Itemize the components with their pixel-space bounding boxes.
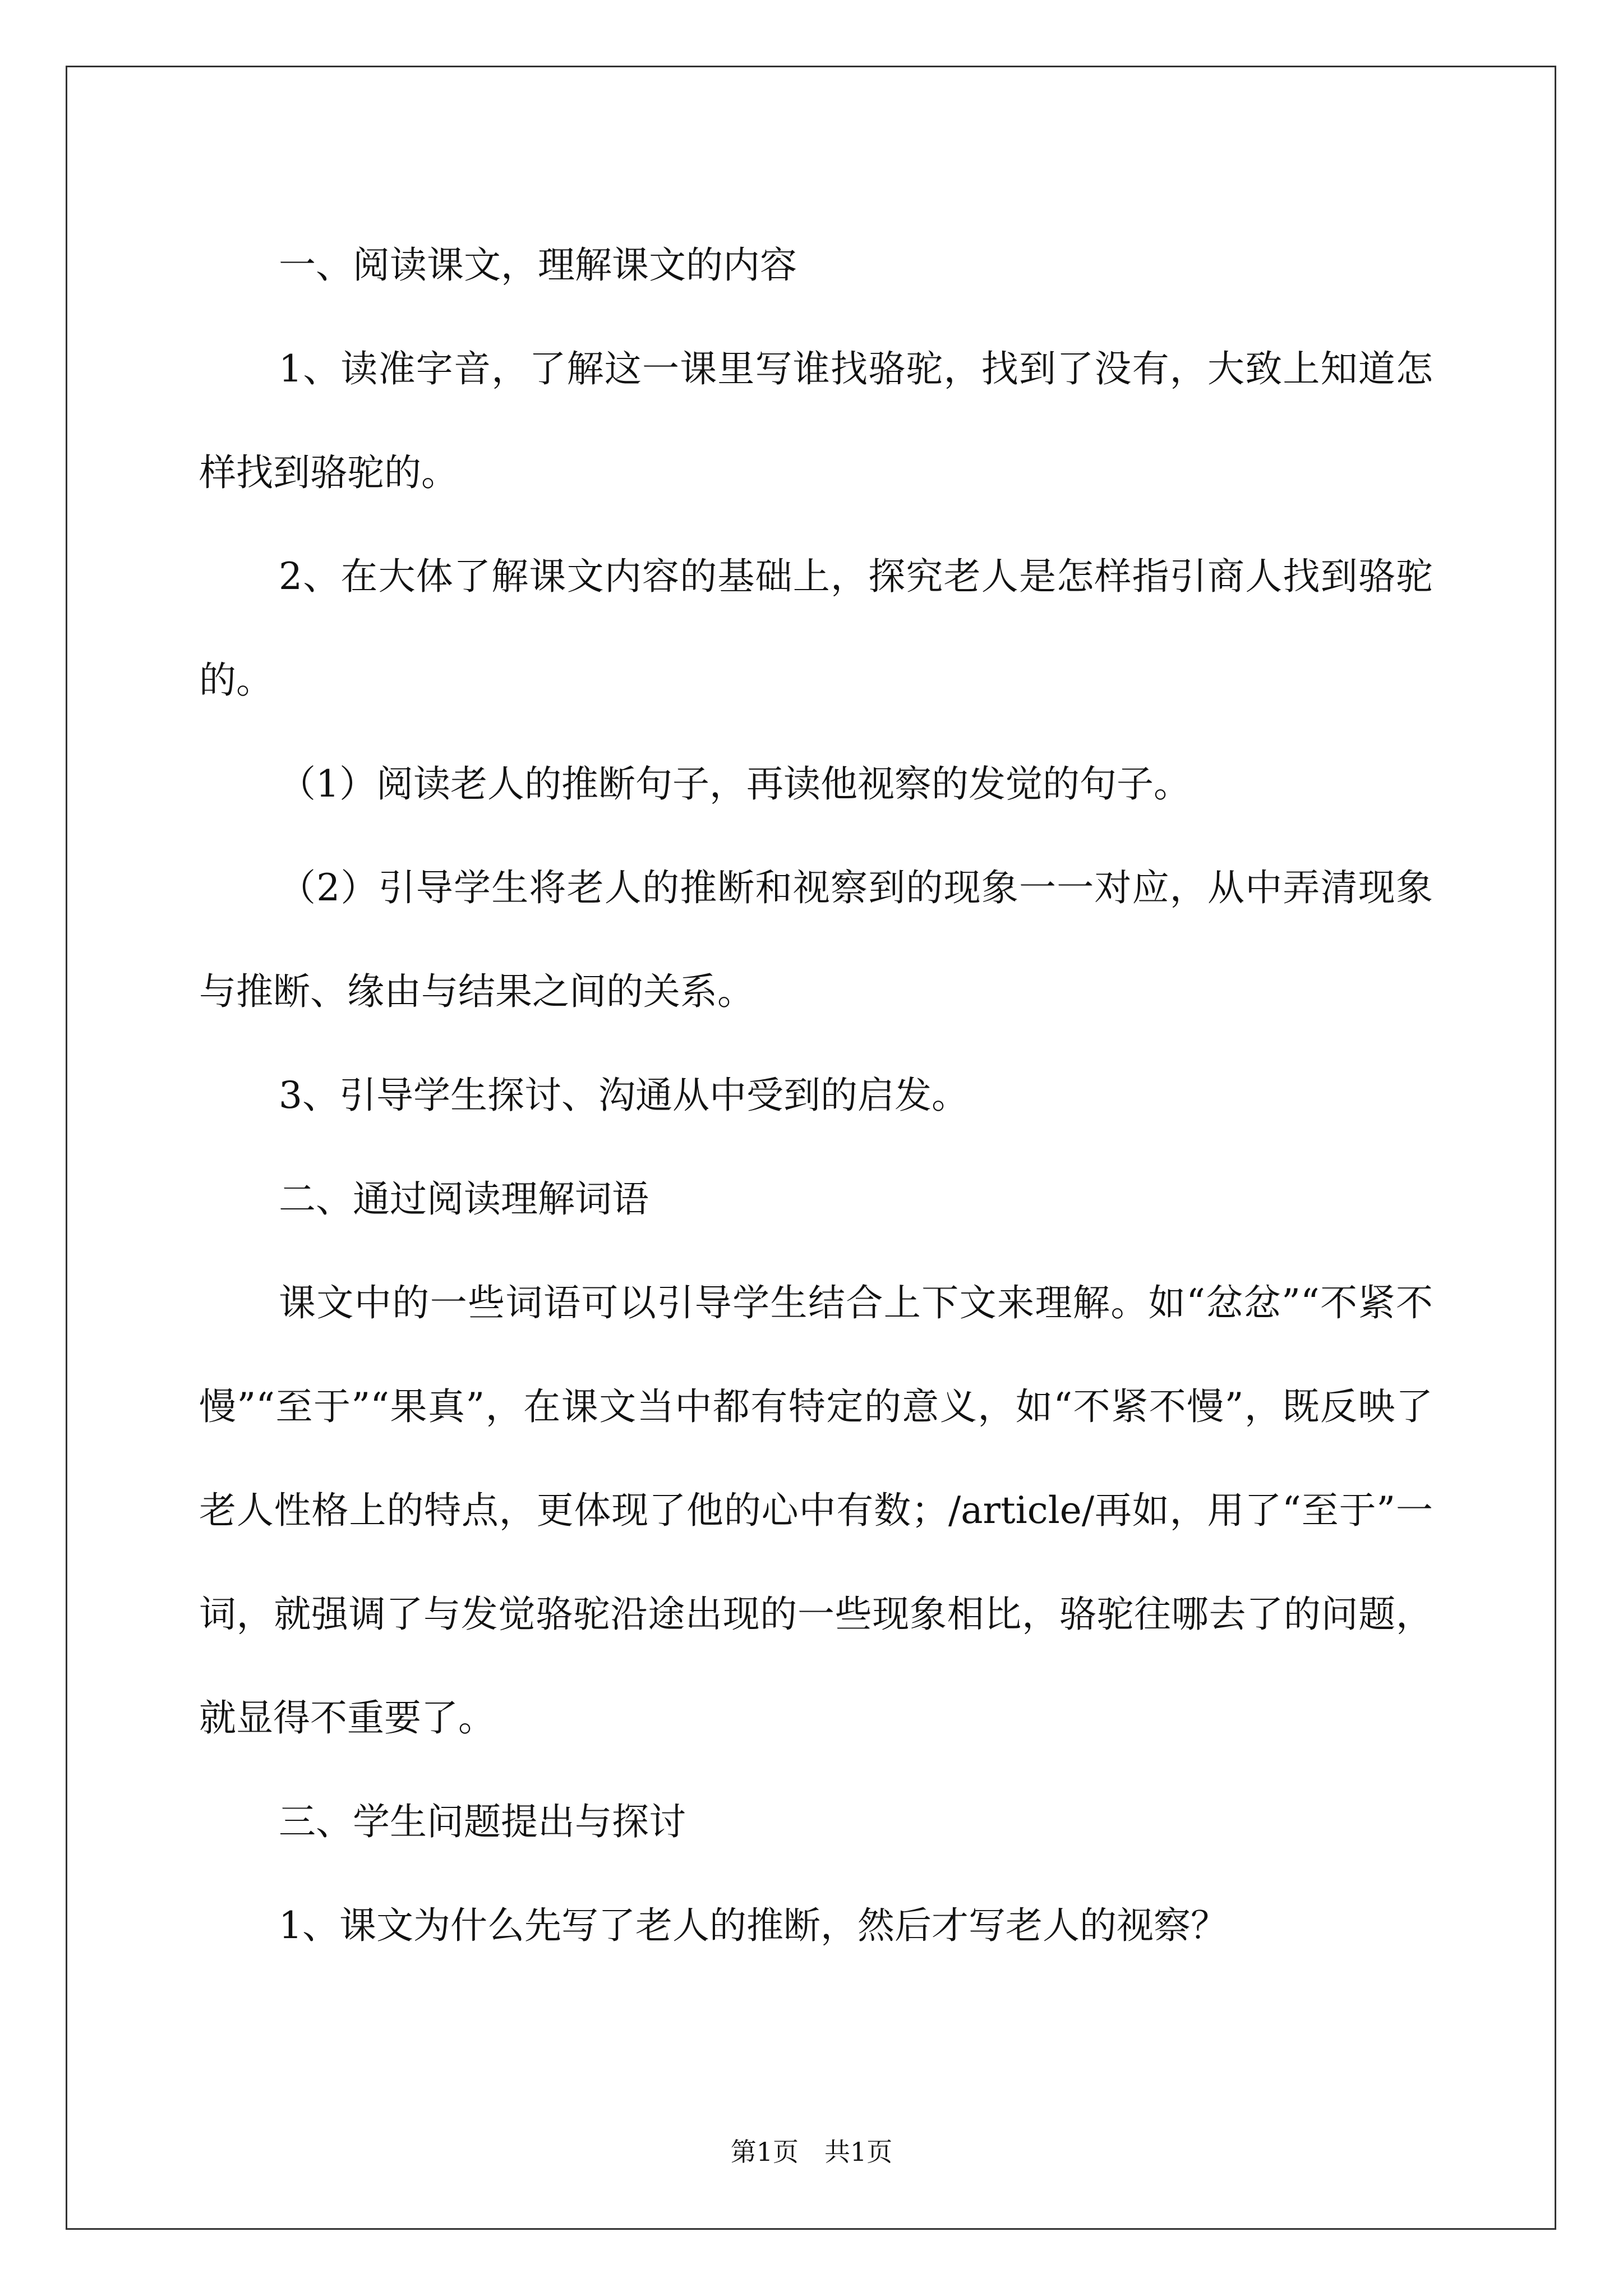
paragraph-question-1: 1、课文为什么先写了老人的推断，然后才写老人的视察？ xyxy=(279,1904,1228,1947)
section-heading-3: 三、学生问题提出与探讨 xyxy=(279,1800,686,1843)
paragraph-subitem-1: （1）阅读老人的推断句子，再读他视察的发觉的句子。 xyxy=(279,762,1191,806)
paragraph-item-3: 3、引导学生探讨、沟通从中受到的启发。 xyxy=(279,1074,969,1117)
paragraph-vocabulary: 课文中的一些词语可以引导学生结合上下文来理解。如“忿忿”“不紧不慢”“至于”“果真”，在课文当中都有特定的意义，如“不紧不慢”，既反映了老人性格上的特点，更体现了他的心中有数；/article/再如，用了“至于”一词，就强调了与发觉骆驼沿途出现的一些现象相比，骆驼往哪去了的问题，就显得不重要了。 xyxy=(199,1281,1433,1740)
section-heading-2: 二、通过阅读理解词语 xyxy=(279,1177,649,1221)
document-body xyxy=(199,213,1433,1977)
section-heading-1: 一、阅读课文，理解课文的内容 xyxy=(279,243,797,287)
page-footer: 第1页 共1页 xyxy=(730,2137,893,2167)
paragraph-item-1: 1、读准字音，了解这一课里写谁找骆驼，找到了没有，大致上知道怎样找到骆驼的。 xyxy=(199,347,1433,494)
paragraph-subitem-2: （2）引导学生将老人的推断和视察到的现象一一对应，从中弄清现象与推断、缘由与结果之间的关系。 xyxy=(199,866,1433,1013)
paragraph-item-2: 2、在大体了解课文内容的基础上，探究老人是怎样指引商人找到骆驼的。 xyxy=(199,555,1433,702)
